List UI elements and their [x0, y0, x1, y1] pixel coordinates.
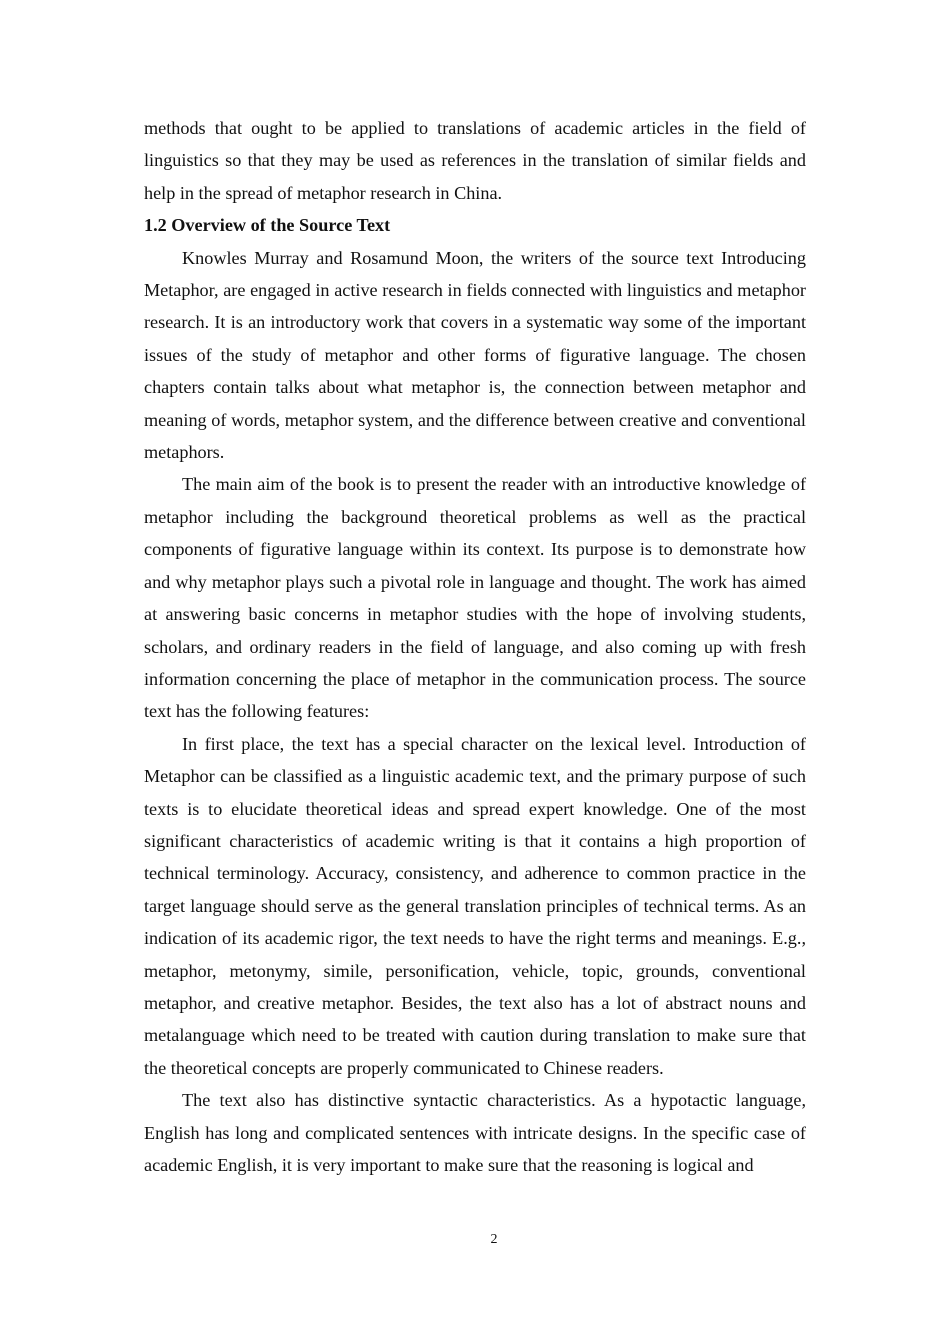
- body-paragraph: The text also has distinctive syntactic characteristics. As a hypotactic language, English has long and complicated sentences with intricate designs. In the specific case of academic English, it is very important to make sure that the reasoning is logical and: [144, 1090, 806, 1175]
- section-heading: 1.2 Overview of the Source Text: [144, 215, 391, 236]
- continued-paragraph: methods that ought to be applied to translations of academic articles in the field of linguistics so that they may be used as references in the translation of similar fields and help in the spread of metaphor research in China.: [144, 118, 806, 203]
- body-paragraph: The main aim of the book is to present the reader with an introductive knowledge of metaphor including the background theoretical problems as well as the practical components of figurative language within its context. Its purpose is to demonstrate how and why metaphor plays such a pivotal role in language and thought. The work has aimed at answering basic concerns in metaphor studies with the hope of involving students, scholars, and ordinary readers in the field of language, and also coming up with fresh information concerning the place of metaphor in the communication process. The source text has the following features:: [144, 474, 806, 722]
- document-page: [144, 112, 806, 1181]
- body-paragraph: In first place, the text has a special character on the lexical level. Introduction of Metaphor can be classified as a linguistic academic text, and the primary purpose of such texts is to elucidate theoretical ideas and spread expert knowledge. One of the most significant characteristics of academic writing is that it contains a high proportion of technical terminology. Accuracy, consistency, and adherence to common practice in the target language should serve as the general translation principles of technical terms. As an indication of its academic rigor, the text needs to have the right terms and meanings. E.g., metaphor, metonymy, simile, personification, vehicle, topic, grounds, conventional metaphor, and creative metaphor. Besides, the text also has a lot of abstract nouns and metalanguage which need to be treated with caution during translation to make sure that the theoretical concepts are properly communicated to Chinese readers.: [144, 733, 806, 1078]
- page-number: 2: [490, 1232, 498, 1247]
- body-paragraph: Knowles Murray and Rosamund Moon, the writers of the source text Introducing Metaphor, are engaged in active research in fields connected with linguistics and metaphor research. It is an introductory work that covers in a systematic way some of the important issues of the study of metaphor and other forms of figurative language. The chosen chapters contain talks about what metaphor is, the connection between metaphor and meaning of words, metaphor system, and the difference between creative and conventional metaphors.: [144, 247, 806, 463]
